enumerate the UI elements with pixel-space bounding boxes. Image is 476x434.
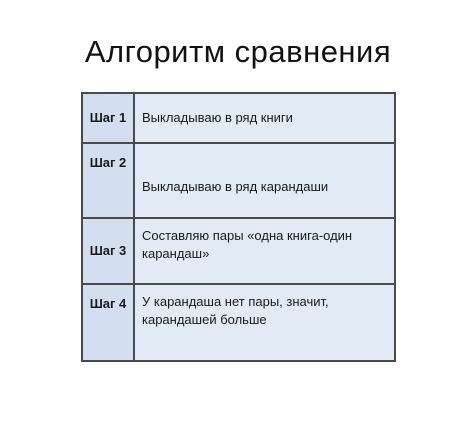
step-label: Шаг 4 — [82, 284, 134, 361]
step-text: Выкладываю в ряд карандаши — [134, 143, 395, 218]
step-label: Шаг 1 — [82, 93, 134, 143]
step-text: Составляю пары «одна книга-один карандаш» — [134, 218, 395, 284]
step-text: У карандаша нет пары, значит, карандашей больше — [134, 284, 395, 361]
page-title: Алгоритм сравнения — [84, 34, 392, 69]
table-row — [82, 143, 395, 218]
algorithm-steps-table — [81, 92, 396, 362]
step-label: Шаг 3 — [82, 218, 134, 284]
step-label: Шаг 2 — [82, 143, 134, 218]
table-row — [82, 218, 395, 284]
table-row — [82, 284, 395, 361]
step-text: Выкладываю в ряд книги — [134, 93, 395, 143]
table-row — [82, 93, 395, 143]
